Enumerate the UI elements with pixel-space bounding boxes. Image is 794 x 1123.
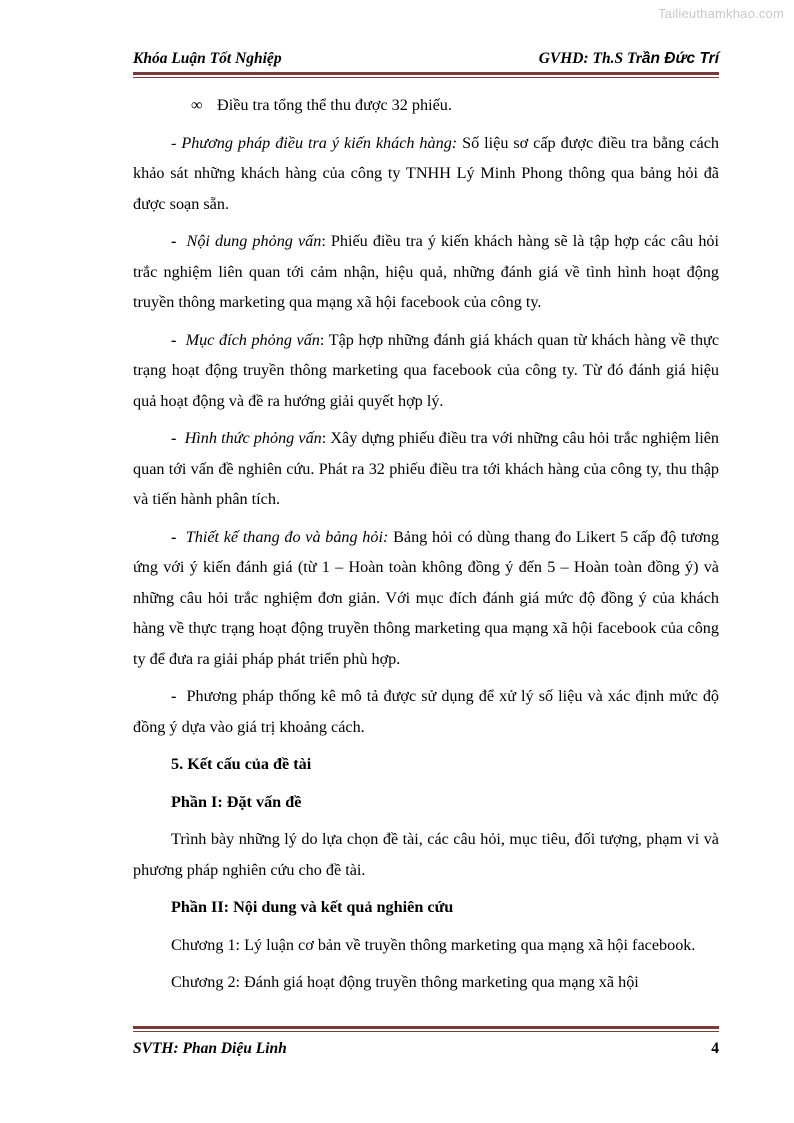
para-scale-design-label: Thiết kế thang đo và bảng hỏi:	[185, 527, 389, 546]
bullet-survey	[133, 90, 719, 121]
heading-part-2: Phần II: Nội dung và kết quả nghiên cứu	[171, 898, 454, 916]
dash-bullet: -	[171, 232, 177, 250]
para-interview-purpose	[133, 325, 719, 417]
para-interview-form-label: Hình thức phỏng vấn	[184, 429, 322, 447]
header-advisor-prefix: GVHD: Th.S Tr	[538, 50, 642, 67]
para-interview-form	[133, 423, 719, 515]
section-heading-structure: 5. Kết cấu của đề tài	[171, 755, 312, 773]
header-advisor-suffix: ần Đức Trí	[641, 50, 719, 67]
footer-rule	[133, 1026, 719, 1029]
dash-bullet: -	[171, 330, 177, 349]
para-interview-purpose-label: Mục đích phỏng vấn	[185, 330, 320, 349]
para-interview-content	[133, 226, 719, 318]
header-advisor	[539, 50, 719, 68]
dash-bullet: -	[171, 527, 177, 546]
bullet-survey-text: Điều tra tổng thể thu được 32 phiếu.	[217, 96, 452, 114]
page-number: 4	[711, 1040, 719, 1057]
para-part-1: Trình bày những lý do lựa chọn đề tài, các câu hỏi, mục tiêu, đối tượng, phạm vi và phương pháp nghiên cứu cho đề tài.	[133, 830, 719, 879]
para-survey-method-text: Số liệu sơ cấp được điều tra bằng cách khảo sát những khách hàng của công ty TNHH Lý Minh Phong thông qua bảng hỏi đã được soạn sẵn.	[133, 133, 719, 213]
para-survey-method	[133, 128, 719, 220]
para-interview-content-text: : Phiếu điều tra ý kiến khách hàng sẽ là tập hợp các câu hỏi trắc nghiệm liên quan tới cảm nhận, hiệu quả, những đánh giá về tình hình hoạt động truyền thông marketing qua mạng xã hội facebook của công ty.	[133, 232, 719, 311]
para-interview-form-text: : Xây dựng phiếu điều tra với những câu hỏi trắc nghiệm liên quan tới vấn đề nghiên cứu. Phát ra 32 phiếu điều tra tới khách hàng của công ty, thu thập và tiến hành phân tích.	[133, 429, 720, 508]
heading-part-1: Phần I: Đặt vấn đề	[171, 792, 302, 811]
para-chapter-1: Chương 1: Lý luận cơ bản về truyền thông marketing qua mạng xã hội facebook.	[171, 935, 696, 954]
footer-student: SVTH: Phan Diệu Linh	[133, 1040, 287, 1057]
watermark: Tailieuthamkhao.com	[658, 6, 784, 21]
dash-bullet: -	[171, 429, 177, 447]
page-body	[133, 90, 719, 1005]
infinity-bullet-icon: ∞	[191, 96, 203, 114]
page-footer	[133, 1040, 719, 1058]
para-statistics-text: Phương pháp thống kê mô tả được sử dụng để xử lý số liệu và xác định mức độ đồng ý dựa vào giá trị khoảng cách.	[133, 687, 720, 736]
para-statistics	[133, 681, 719, 742]
header-rule	[133, 72, 719, 75]
para-scale-design	[133, 522, 719, 675]
header-title: Khóa Luận Tốt Nghiệp	[133, 50, 282, 67]
dash-bullet: -	[171, 687, 177, 705]
page-header	[133, 50, 719, 68]
para-scale-design-text: Bảng hỏi có dùng thang đo Likert 5 cấp độ tương ứng với ý kiến đánh giá (từ 1 – Hoàn toàn không đồng ý đến 5 – Hoàn toàn đồng ý) và những câu hỏi trắc nghiệm đơn giản. Với mục đích đánh giá mức độ đồng ý của khách hàng về thực trạng hoạt động truyền thông marketing qua mạng xã hội facebook của công ty để đưa ra giải pháp phát triển phù hợp.	[133, 527, 719, 668]
para-interview-purpose-text: : Tập hợp những đánh giá khách quan từ khách hàng về thực trạng hoạt động truyền thông marketing qua facebook của công ty. Từ đó đánh giá hiệu quả hoạt động và đề ra hướng giải quyết hợp lý.	[133, 330, 720, 410]
para-survey-method-label: - Phương pháp điều tra ý kiến khách hàng:	[171, 133, 458, 152]
para-interview-content-label: Nội dung phỏng vấn	[186, 232, 322, 250]
para-chapter-2: Chương 2: Đánh giá hoạt động truyền thông marketing qua mạng xã hội	[171, 973, 639, 991]
